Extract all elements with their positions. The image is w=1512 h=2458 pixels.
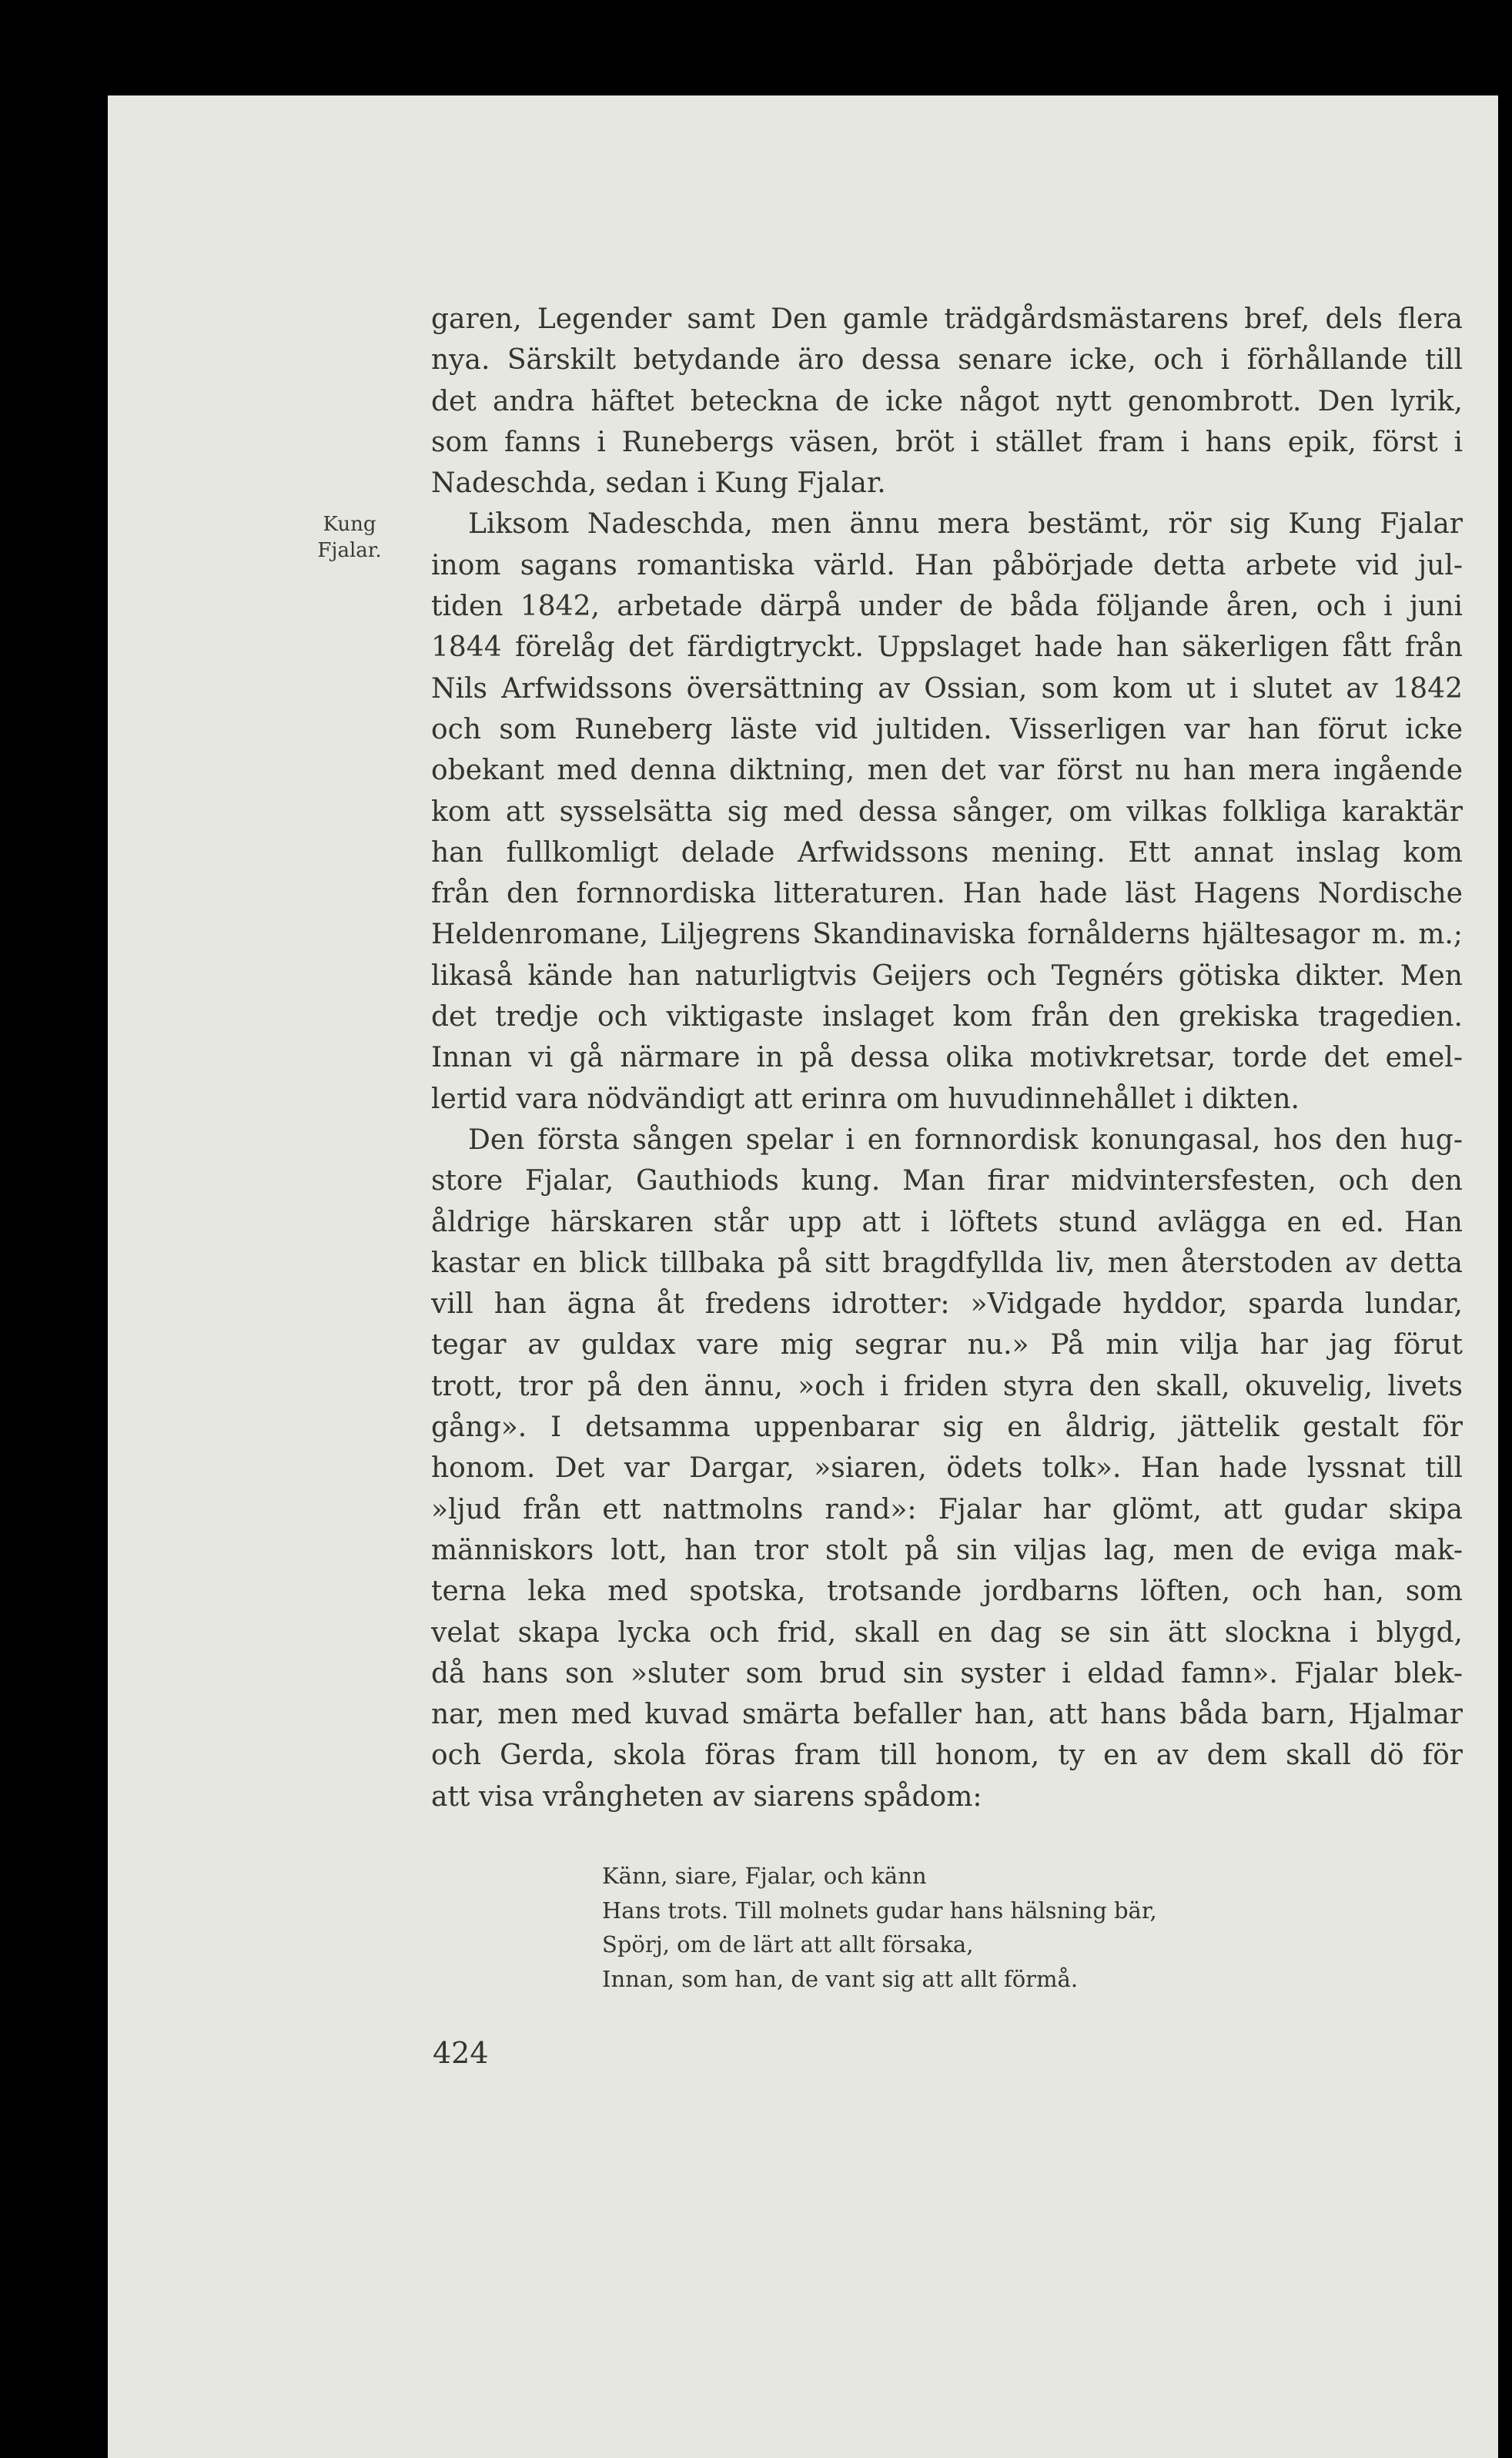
text-line: vill han ägna åt fredens idrotter: »Vidgade hyddor, sparda lundar,: [431, 1288, 1463, 1321]
text-line: trott, tror på den ännu, »och i friden styra den skall, okuvelig, livets: [431, 1370, 1463, 1402]
text-line: det tredje och viktigaste inslaget kom från den grekiska tragedien.: [431, 1001, 1463, 1033]
text-line: »ljud från ett nattmolns rand»: Fjalar har glömt, att gudar skipa: [431, 1493, 1463, 1525]
text-line: 1844 förelåg det färdigtryckt. Uppslaget hade han säkerligen fått från: [431, 631, 1463, 664]
text-line: han fullkomligt delade Arfwidssons mening. Ett annat inslag kom: [431, 836, 1463, 869]
body-text: [431, 299, 1463, 1817]
text-line: honom. Det var Dargar, »siaren, ödets tolk». Han hade lyssnat till: [431, 1452, 1463, 1485]
text-line: det andra häftet beteckna de icke något nytt genombrott. Den lyrik,: [431, 385, 1463, 417]
text-line: Innan vi gå närmare in på dessa olika motivkretsar, torde det emel-: [431, 1042, 1463, 1074]
text-line: från den fornnordiska litteraturen. Han hade läst Hagens Nordische: [431, 878, 1463, 910]
text-line: nya. Särskilt betydande äro dessa senare icke, och i förhållande till: [431, 344, 1463, 377]
text-line: kom att sysselsätta sig med dessa sånger, om vilkas folkliga karaktär: [431, 795, 1463, 828]
text-line: kastar en blick tillbaka på sitt bragdfyllda liv, men återstoden av detta: [431, 1247, 1463, 1279]
text-line: och som Runeberg läste vid jultiden. Visserligen var han förut icke: [431, 713, 1463, 745]
text-line: att visa vrångheten av siarens spådom:: [431, 1780, 982, 1813]
poem-line: Innan, som han, de vant sig att allt förmå.: [602, 1965, 1079, 1992]
margin-note-line: Kung: [323, 513, 376, 536]
margin-note-line: Fjalar.: [317, 539, 382, 562]
text-line: som fanns i Runebergs väsen, bröt i stället fram i hans epik, först i: [431, 426, 1463, 458]
page-number: 424: [433, 2036, 489, 2070]
text-line: gång». I detsamma uppenbarar sig en åldrig, jättelik gestalt för: [431, 1412, 1463, 1444]
paragraph: [431, 299, 1463, 504]
text-line: och Gerda, skola föras fram till honom, ty en av dem skall dö för: [431, 1740, 1463, 1772]
text-line: Nils Arfwidssons översättning av Ossian, som kom ut i slutet av 1842: [431, 672, 1463, 705]
paragraph: [431, 1120, 1463, 1817]
text-line: likaså kände han naturligtvis Geijers och Tegnérs götiska dikter. Men: [431, 959, 1463, 992]
poem-line: Känn, siare, Fjalar, och känn: [602, 1863, 927, 1889]
text-line: store Fjalar, Gauthiods kung. Man firar midvintersfesten, och den: [431, 1165, 1463, 1197]
text-line: garen, Legender samt Den gamle trädgårdsmästarens bref, dels flera: [431, 303, 1463, 335]
text-line: obekant med denna diktning, men det var först nu han mera ingående: [431, 755, 1463, 787]
poem-quote: [602, 1859, 1157, 1996]
text-line: Nadeschda, sedan i Kung Fjalar.: [431, 467, 886, 500]
text-line: människors lott, han tror stolt på sin viljas lag, men de eviga mak-: [431, 1534, 1463, 1566]
text-line: tegar av guldax vare mig segrar nu.» På min vilja har jag förut: [431, 1329, 1463, 1361]
text-line: velat skapa lycka och frid, skall en dag se sin ätt slockna i blygd,: [431, 1616, 1463, 1649]
text-line: lertid vara nödvändigt att erinra om huvudinnehållet i dikten.: [431, 1083, 1300, 1115]
text-line: åldrige härskaren står upp att i löftets stund avlägga en ed. Han: [431, 1206, 1463, 1238]
paragraph: [431, 504, 1463, 1119]
poem-line: Hans trots. Till molnets gudar hans hälsning bär,: [602, 1897, 1157, 1924]
text-line: Heldenromane, Liljegrens Skandinaviska fornålderns hjältesagor m. m.;: [431, 919, 1463, 951]
margin-note: [308, 511, 391, 564]
poem-line: Spörj, om de lärt att allt försaka,: [602, 1931, 974, 1957]
text-line: inom sagans romantiska värld. Han påbörjade detta arbete vid jul-: [431, 549, 1463, 581]
text-line: terna leka med spotska, trotsande jordbarns löften, och han, som: [431, 1576, 1463, 1608]
text-line: Den första sången spelar i en fornnordisk konungasal, hos den hug-: [468, 1124, 1463, 1156]
text-line: nar, men med kuvad smärta befaller han, att hans båda barn, Hjalmar: [431, 1699, 1463, 1731]
text-line: tiden 1842, arbetade därpå under de båda följande åren, och i juni: [431, 591, 1463, 623]
text-line: Liksom Nadeschda, men ännu mera bestämt, rör sig Kung Fjalar: [468, 508, 1463, 541]
text-line: då hans son »sluter som brud sin syster i eldad famn». Fjalar blek-: [431, 1657, 1463, 1689]
